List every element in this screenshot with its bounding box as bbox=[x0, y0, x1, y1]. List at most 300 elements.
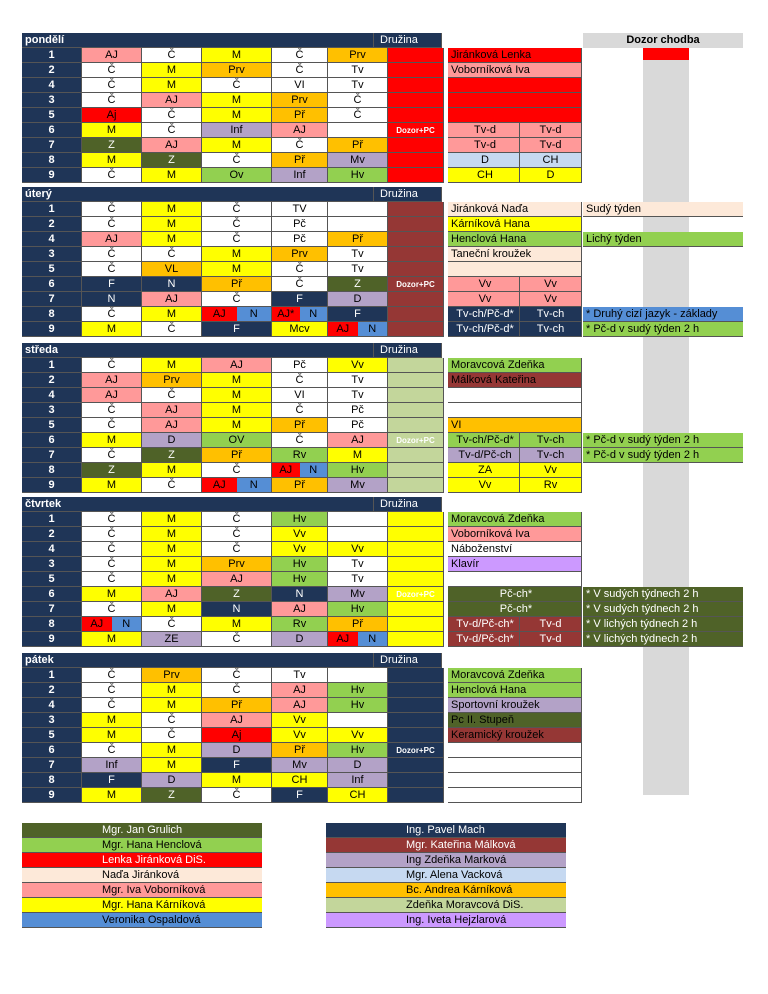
subject-cell: Tv bbox=[328, 247, 388, 262]
subject-part: N bbox=[358, 632, 388, 647]
teacher-info-cell bbox=[448, 788, 582, 803]
druzina-cell bbox=[388, 403, 444, 418]
teacher-info-cell: Moravcová Zdeňka bbox=[448, 358, 582, 373]
subject-cell: Č bbox=[82, 307, 142, 322]
subject-cell: M bbox=[202, 247, 272, 262]
day-name: čtvrtek bbox=[22, 497, 374, 512]
subject-cell: M bbox=[142, 557, 202, 572]
note-cell: * V sudých týdnech 2 h bbox=[583, 587, 743, 602]
subject-cell: Č bbox=[82, 202, 142, 217]
subject-cell: M bbox=[202, 617, 272, 632]
subject-cell: AJ bbox=[272, 123, 328, 138]
subject-cell: Č bbox=[202, 527, 272, 542]
subject-cell: Vv bbox=[272, 713, 328, 728]
subject-cell: Vv bbox=[328, 358, 388, 373]
subject-cell: M bbox=[82, 153, 142, 168]
subject-cell: Č bbox=[272, 63, 328, 78]
teacher-info-cell: Tv-ch/Pč-d* bbox=[448, 307, 520, 322]
subject-cell: N bbox=[142, 277, 202, 292]
subject-cell bbox=[328, 123, 388, 138]
subject-cell: Inf bbox=[272, 168, 328, 183]
subject-part: AJ bbox=[328, 322, 358, 337]
subject-cell: Č bbox=[202, 512, 272, 527]
legend-item: Mgr. Kateřina Málková bbox=[326, 838, 566, 853]
subject-cell: Z bbox=[82, 463, 142, 478]
subject-cell: AJ bbox=[82, 373, 142, 388]
druzina-label: Družina bbox=[374, 497, 442, 512]
teacher-info-cell: ZA bbox=[448, 463, 520, 478]
subject-cell: VI bbox=[272, 388, 328, 403]
subject-cell: D bbox=[328, 758, 388, 773]
subject-cell: M bbox=[142, 463, 202, 478]
subject-cell: Z bbox=[142, 448, 202, 463]
subject-cell: AJ bbox=[328, 433, 388, 448]
legend-item: Naďa Jiránková bbox=[22, 868, 262, 883]
druzina-cell bbox=[388, 758, 444, 773]
teacher-info-cell: Voborníková Iva bbox=[448, 63, 582, 78]
subject-cell: M bbox=[82, 322, 142, 337]
teacher-info-extra: CH bbox=[520, 153, 582, 168]
period-number: 4 bbox=[22, 232, 82, 247]
subject-cell: N bbox=[272, 587, 328, 602]
subject-cell: Č bbox=[202, 542, 272, 557]
druzina-cell bbox=[388, 168, 444, 183]
subject-cell: Č bbox=[142, 247, 202, 262]
subject-cell: Z bbox=[142, 788, 202, 803]
subject-cell: Prv bbox=[272, 93, 328, 108]
teacher-info-cell: Málková Kateřina bbox=[448, 373, 582, 388]
subject-part: N bbox=[358, 322, 388, 337]
subject-cell: Mcv bbox=[272, 322, 328, 337]
subject-cell bbox=[328, 668, 388, 683]
subject-cell: M bbox=[82, 433, 142, 448]
subject-cell: Vv bbox=[328, 728, 388, 743]
druzina-label: Družina bbox=[374, 187, 442, 202]
subject-cell: M bbox=[82, 713, 142, 728]
subject-cell: F bbox=[202, 322, 272, 337]
subject-cell: Hv bbox=[328, 602, 388, 617]
subject-cell: M bbox=[142, 512, 202, 527]
subject-cell: Prv bbox=[142, 373, 202, 388]
subject-cell: Ov bbox=[202, 168, 272, 183]
period-number: 3 bbox=[22, 93, 82, 108]
subject-cell: Vv bbox=[272, 728, 328, 743]
subject-cell: Č bbox=[272, 138, 328, 153]
teacher-info-extra: Tv-ch bbox=[520, 433, 582, 448]
period-number: 1 bbox=[22, 202, 82, 217]
teacher-info-cell: Pč-ch* bbox=[448, 602, 582, 617]
dozor-column bbox=[643, 35, 689, 795]
subject-cell: AJ bbox=[202, 358, 272, 373]
period-number: 7 bbox=[22, 758, 82, 773]
subject-cell: M bbox=[142, 63, 202, 78]
subject-cell: Z bbox=[328, 277, 388, 292]
subject-cell bbox=[328, 527, 388, 542]
period-number: 6 bbox=[22, 277, 82, 292]
legend-left bbox=[22, 823, 262, 928]
subject-cell: Č bbox=[328, 93, 388, 108]
subject-cell: Tv bbox=[328, 572, 388, 587]
subject-part: N bbox=[300, 307, 328, 322]
teacher-info-cell: Tv-d/Pč-ch* bbox=[448, 617, 520, 632]
teacher-info-extra: Tv-ch bbox=[520, 322, 582, 337]
subject-cell: Č bbox=[202, 232, 272, 247]
teacher-info-extra: Tv-d bbox=[520, 632, 582, 647]
subject-cell: Pč bbox=[272, 358, 328, 373]
druzina-cell bbox=[388, 572, 444, 587]
legend-item: Ing. Iveta Hejzlarová bbox=[326, 913, 566, 928]
subject-cell: Prv bbox=[142, 668, 202, 683]
subject-cell: Vv bbox=[272, 542, 328, 557]
teacher-info-cell bbox=[448, 78, 582, 93]
subject-cell: Č bbox=[202, 292, 272, 307]
teacher-info-extra: Tv-d bbox=[520, 138, 582, 153]
teacher-info-cell bbox=[448, 773, 582, 788]
druzina-cell: Dozor+PC bbox=[388, 743, 444, 758]
period-number: 2 bbox=[22, 527, 82, 542]
teacher-info-extra: Vv bbox=[520, 463, 582, 478]
druzina-cell bbox=[388, 93, 444, 108]
subject-cell: Č bbox=[142, 108, 202, 123]
legend-item: Mgr. Hana Kárníková bbox=[22, 898, 262, 913]
subject-cell: Hv bbox=[328, 743, 388, 758]
note-cell: Sudý týden bbox=[583, 202, 743, 217]
teacher-info-cell: Tv-ch/Pč-d* bbox=[448, 322, 520, 337]
subject-cell: Č bbox=[142, 713, 202, 728]
teacher-info-cell: Vv bbox=[448, 292, 520, 307]
period-number: 2 bbox=[22, 373, 82, 388]
subject-cell: Č bbox=[142, 617, 202, 632]
druzina-cell bbox=[388, 668, 444, 683]
period-number: 7 bbox=[22, 448, 82, 463]
subject-cell: M bbox=[202, 262, 272, 277]
subject-cell: AJ bbox=[142, 418, 202, 433]
subject-cell: M bbox=[142, 683, 202, 698]
teacher-info-cell: Vv bbox=[448, 277, 520, 292]
subject-cell: M bbox=[142, 232, 202, 247]
subject-cell: Hv bbox=[328, 463, 388, 478]
period-number: 1 bbox=[22, 668, 82, 683]
druzina-cell bbox=[388, 448, 444, 463]
subject-cell: Č bbox=[142, 728, 202, 743]
subject-cell: F bbox=[272, 292, 328, 307]
legend-item: Ing. Pavel Mach bbox=[326, 823, 566, 838]
subject-cell: Č bbox=[272, 48, 328, 63]
subject-cell: Č bbox=[82, 217, 142, 232]
druzina-label: Družina bbox=[374, 343, 442, 358]
druzina-cell bbox=[388, 683, 444, 698]
teacher-info-cell: Jiránková Naďa bbox=[448, 202, 582, 217]
subject-cell: Hv bbox=[272, 572, 328, 587]
subject-cell: Č bbox=[82, 247, 142, 262]
subject-cell: AJ bbox=[82, 48, 142, 63]
subject-cell: Hv bbox=[328, 698, 388, 713]
subject-cell: Tv bbox=[328, 388, 388, 403]
subject-cell: Č bbox=[202, 788, 272, 803]
subject-cell: Č bbox=[202, 202, 272, 217]
teacher-info-cell: VI bbox=[448, 418, 582, 433]
teacher-info-cell: Voborníková Iva bbox=[448, 527, 582, 542]
subject-cell bbox=[328, 713, 388, 728]
day-name: pondělí bbox=[22, 33, 374, 48]
subject-cell: F bbox=[328, 307, 388, 322]
legend-item: Mgr. Alena Vacková bbox=[326, 868, 566, 883]
subject-cell: Č bbox=[272, 373, 328, 388]
druzina-cell bbox=[388, 478, 444, 493]
teacher-info-cell: Pč-ch* bbox=[448, 587, 582, 602]
subject-cell: Inf bbox=[202, 123, 272, 138]
teacher-info-extra: Tv-d bbox=[520, 617, 582, 632]
teacher-info-cell: Sportovní kroužek bbox=[448, 698, 582, 713]
subject-cell: Tv bbox=[328, 262, 388, 277]
subject-cell: AJ bbox=[202, 572, 272, 587]
subject-cell: Č bbox=[82, 512, 142, 527]
subject-cell: Př bbox=[328, 138, 388, 153]
druzina-cell bbox=[388, 713, 444, 728]
subject-cell: Č bbox=[142, 388, 202, 403]
subject-cell-split bbox=[202, 307, 272, 322]
subject-cell: Č bbox=[82, 698, 142, 713]
period-number: 4 bbox=[22, 698, 82, 713]
period-number: 5 bbox=[22, 262, 82, 277]
subject-cell: F bbox=[82, 773, 142, 788]
dozor-header: Dozor chodba bbox=[583, 33, 743, 48]
subject-cell: M bbox=[202, 138, 272, 153]
subject-cell: Č bbox=[202, 78, 272, 93]
druzina-cell bbox=[388, 698, 444, 713]
subject-cell: Př bbox=[272, 418, 328, 433]
subject-cell: Mv bbox=[328, 478, 388, 493]
day-name: pátek bbox=[22, 653, 374, 668]
subject-cell-split bbox=[328, 632, 388, 647]
teacher-info-extra: Vv bbox=[520, 292, 582, 307]
period-number: 6 bbox=[22, 743, 82, 758]
subject-cell: Prv bbox=[272, 247, 328, 262]
day-header-row bbox=[22, 33, 418, 48]
subject-cell: Č bbox=[272, 403, 328, 418]
subject-cell: AJ bbox=[272, 683, 328, 698]
period-number: 3 bbox=[22, 247, 82, 262]
legend-item: Mgr. Hana Henclová bbox=[22, 838, 262, 853]
teacher-info-cell bbox=[448, 93, 582, 108]
subject-cell: M bbox=[142, 572, 202, 587]
subject-cell: VL bbox=[142, 262, 202, 277]
subject-cell: Mv bbox=[328, 153, 388, 168]
subject-cell: Př bbox=[272, 108, 328, 123]
subject-cell: Tv bbox=[328, 373, 388, 388]
teacher-info-cell: Taneční kroužek bbox=[448, 247, 582, 262]
subject-cell: Vv bbox=[328, 542, 388, 557]
subject-cell: Z bbox=[142, 153, 202, 168]
subject-cell: M bbox=[142, 358, 202, 373]
subject-cell: M bbox=[202, 403, 272, 418]
subject-cell: Č bbox=[272, 277, 328, 292]
subject-cell: Př bbox=[272, 478, 328, 493]
teacher-info-cell: Pc II. Stupeň bbox=[448, 713, 582, 728]
subject-cell: Č bbox=[82, 668, 142, 683]
note-cell: Lichý týden bbox=[583, 232, 743, 247]
teacher-info-cell bbox=[448, 758, 582, 773]
subject-cell: Tv bbox=[328, 557, 388, 572]
day-header-row bbox=[22, 653, 418, 668]
subject-cell: Č bbox=[202, 463, 272, 478]
druzina-cell bbox=[388, 773, 444, 788]
subject-cell: M bbox=[202, 388, 272, 403]
period-number: 7 bbox=[22, 138, 82, 153]
subject-part: AJ bbox=[328, 632, 358, 647]
teacher-info-extra: Vv bbox=[520, 277, 582, 292]
subject-cell: Č bbox=[202, 668, 272, 683]
subject-cell bbox=[328, 512, 388, 527]
teacher-info-cell bbox=[448, 572, 582, 587]
period-number: 9 bbox=[22, 632, 82, 647]
teacher-info-cell: Jiránková Lenka bbox=[448, 48, 582, 63]
druzina-cell bbox=[388, 602, 444, 617]
subject-cell: AJ bbox=[82, 232, 142, 247]
subject-cell: M bbox=[328, 448, 388, 463]
subject-cell: Př bbox=[328, 617, 388, 632]
subject-part: N bbox=[237, 307, 272, 322]
subject-cell: F bbox=[82, 277, 142, 292]
subject-cell: Č bbox=[82, 93, 142, 108]
druzina-cell bbox=[388, 217, 444, 232]
subject-cell: Př bbox=[272, 743, 328, 758]
subject-cell: Č bbox=[142, 322, 202, 337]
teacher-info-extra: Tv-d bbox=[520, 123, 582, 138]
subject-cell: Č bbox=[82, 418, 142, 433]
subject-cell: AJ bbox=[202, 713, 272, 728]
teacher-info-extra: Rv bbox=[520, 478, 582, 493]
teacher-info-extra: D bbox=[520, 168, 582, 183]
subject-cell-split bbox=[272, 307, 328, 322]
subject-cell: Č bbox=[202, 632, 272, 647]
subject-cell: M bbox=[142, 78, 202, 93]
subject-cell: AJ bbox=[82, 388, 142, 403]
subject-cell: TV bbox=[272, 202, 328, 217]
teacher-info-cell: Keramický kroužek bbox=[448, 728, 582, 743]
teacher-info-extra: Tv-ch bbox=[520, 307, 582, 322]
subject-cell: M bbox=[82, 728, 142, 743]
period-number: 8 bbox=[22, 307, 82, 322]
subject-cell: Č bbox=[82, 358, 142, 373]
subject-cell: M bbox=[142, 527, 202, 542]
day-header-row bbox=[22, 343, 418, 358]
druzina-cell bbox=[388, 418, 444, 433]
subject-cell: AJ bbox=[142, 587, 202, 602]
subject-cell: M bbox=[82, 478, 142, 493]
subject-cell: Hv bbox=[272, 512, 328, 527]
subject-cell: Č bbox=[202, 683, 272, 698]
druzina-cell bbox=[388, 292, 444, 307]
subject-cell: Př bbox=[272, 153, 328, 168]
note-cell: * V lichých týdnech 2 h bbox=[583, 617, 743, 632]
legend-item: Zdeňka Moravcová DiS. bbox=[326, 898, 566, 913]
dozor-red-marker bbox=[643, 48, 689, 60]
druzina-cell bbox=[388, 262, 444, 277]
teacher-info-cell: Tv-d/Pč-ch* bbox=[448, 632, 520, 647]
druzina-cell bbox=[388, 358, 444, 373]
subject-cell: Vv bbox=[272, 527, 328, 542]
day-header-row bbox=[22, 497, 418, 512]
subject-cell: M bbox=[142, 758, 202, 773]
subject-cell: M bbox=[142, 743, 202, 758]
subject-cell: Hv bbox=[328, 683, 388, 698]
druzina-cell bbox=[388, 557, 444, 572]
period-number: 7 bbox=[22, 602, 82, 617]
period-number: 1 bbox=[22, 48, 82, 63]
subject-cell: Č bbox=[82, 78, 142, 93]
subject-part: AJ bbox=[82, 617, 112, 632]
subject-cell: Př bbox=[328, 232, 388, 247]
subject-part: AJ bbox=[202, 307, 237, 322]
subject-cell: Inf bbox=[328, 773, 388, 788]
period-number: 8 bbox=[22, 463, 82, 478]
subject-cell: D bbox=[272, 632, 328, 647]
subject-cell: Tv bbox=[272, 668, 328, 683]
period-number: 1 bbox=[22, 512, 82, 527]
subject-cell: Č bbox=[142, 48, 202, 63]
teacher-info-cell: Kárníková Hana bbox=[448, 217, 582, 232]
druzina-cell bbox=[388, 728, 444, 743]
legend-item: Bc. Andrea Kárníková bbox=[326, 883, 566, 898]
note-cell: * Pč-d v sudý týden 2 h bbox=[583, 322, 743, 337]
druzina-label: Družina bbox=[374, 33, 442, 48]
druzina-cell bbox=[388, 373, 444, 388]
subject-cell-split bbox=[82, 617, 142, 632]
subject-cell: D bbox=[142, 773, 202, 788]
subject-cell: Č bbox=[82, 743, 142, 758]
period-number: 1 bbox=[22, 358, 82, 373]
subject-cell: M bbox=[142, 698, 202, 713]
period-number: 3 bbox=[22, 403, 82, 418]
note-cell: * V lichých týdnech 2 h bbox=[583, 632, 743, 647]
subject-cell: M bbox=[202, 373, 272, 388]
subject-cell: M bbox=[82, 587, 142, 602]
teacher-info-cell bbox=[448, 262, 582, 277]
druzina-cell bbox=[388, 48, 444, 63]
legend-item: Veronika Ospaldová bbox=[22, 913, 262, 928]
subject-cell: CH bbox=[272, 773, 328, 788]
subject-cell: Č bbox=[82, 602, 142, 617]
subject-cell: Č bbox=[328, 108, 388, 123]
subject-cell: M bbox=[142, 217, 202, 232]
subject-cell: Rv bbox=[272, 448, 328, 463]
druzina-cell bbox=[388, 247, 444, 262]
druzina-label: Družina bbox=[374, 653, 442, 668]
period-number: 2 bbox=[22, 63, 82, 78]
subject-cell: Č bbox=[272, 262, 328, 277]
druzina-cell bbox=[388, 512, 444, 527]
subject-part: N bbox=[112, 617, 142, 632]
period-number: 8 bbox=[22, 153, 82, 168]
teacher-info-cell: Henclová Hana bbox=[448, 683, 582, 698]
subject-cell: Č bbox=[272, 433, 328, 448]
subject-cell: Č bbox=[82, 262, 142, 277]
subject-cell: AJ bbox=[272, 602, 328, 617]
period-number: 6 bbox=[22, 123, 82, 138]
subject-cell: CH bbox=[328, 788, 388, 803]
druzina-cell bbox=[388, 232, 444, 247]
legend-item: Mgr. Jan Grulich bbox=[22, 823, 262, 838]
subject-cell: F bbox=[202, 758, 272, 773]
druzina-cell bbox=[388, 542, 444, 557]
subject-cell-split bbox=[202, 478, 272, 493]
druzina-cell bbox=[388, 322, 444, 337]
subject-cell: Č bbox=[82, 527, 142, 542]
subject-cell: Č bbox=[82, 683, 142, 698]
subject-cell: AJ bbox=[142, 292, 202, 307]
subject-cell: Č bbox=[142, 123, 202, 138]
